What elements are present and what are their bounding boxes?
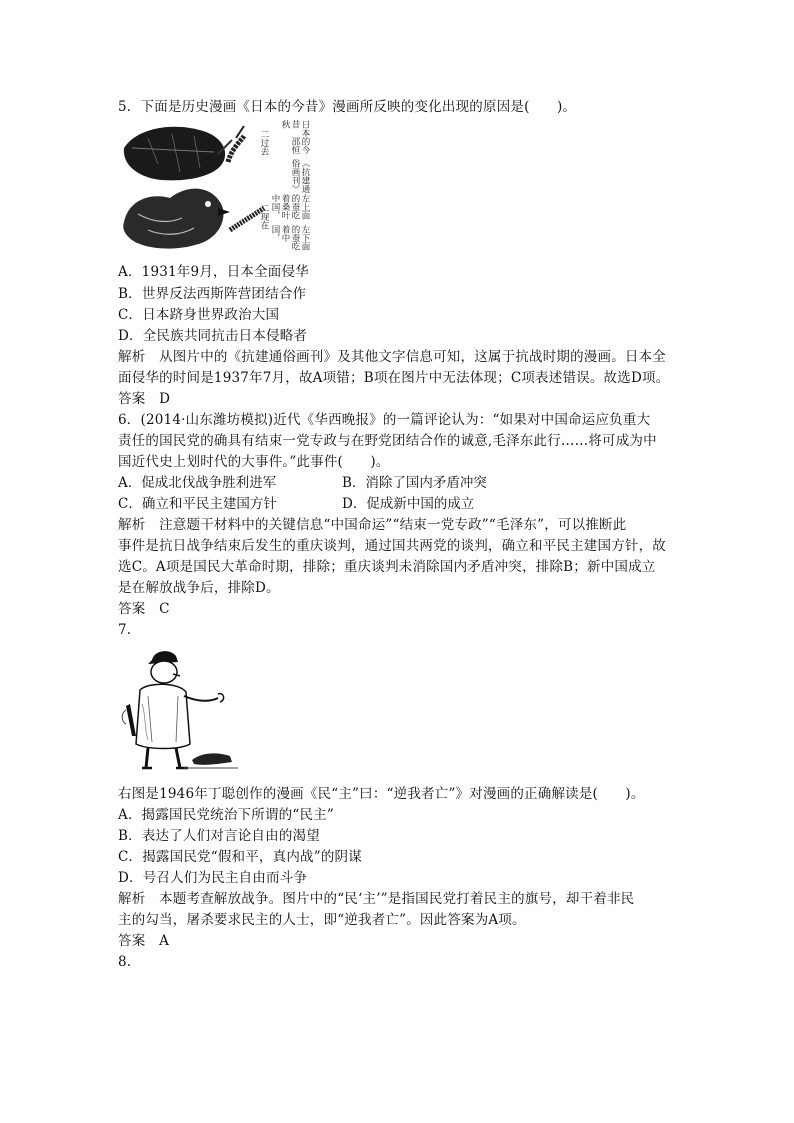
q6-stem-line-3: 国近代史上划时代的大事件。”此事件( )。 [118, 454, 390, 470]
q7-stem: 右图是1946年丁聪创作的漫画《民“主”曰：“逆我者亡”》对漫画的正确解读是( )。 [118, 786, 645, 802]
q6-stem-line-1: 6．(2014·山东潍坊模拟)近代《华西晚报》的一篇评论认为：“如果对中国命运应负重大 [118, 412, 651, 428]
q7-cartoon [118, 644, 244, 774]
q6-analysis-line-3: 选C。A项是国民大革命时期，排除；重庆谈判未消除国内矛盾冲突，排除B；新中国成立 [118, 559, 656, 575]
silkworm-figure [228, 126, 244, 162]
q8-number: 8. [118, 954, 132, 970]
q5-stem: 5．下面是历史漫画《日本的今昔》漫画所反映的变化出现的原因是( )。 [118, 99, 577, 115]
man-figure [136, 651, 224, 768]
gun-figure [122, 704, 136, 736]
q6-answer: 答案 C [118, 601, 170, 617]
q7-answer: 答案 A [118, 933, 170, 949]
q7-analysis-line-1: 解析 本题考查解放战争。图片中的“民‘主’”是指国民党打着民主的旗号，却干着非民 [118, 891, 635, 907]
q6-analysis-line-2: 事件是抗日战争结束后发生的重庆谈判，通过国共两党的谈判，确立和平民主建国方针，故 [118, 538, 666, 554]
q5-option-c: C．日本跻身世界政治大国 [118, 307, 280, 323]
q7-analysis-line-2: 主的勾当，屠杀要求民主的人士，即“逆我者亡”。因此答案为A项。 [118, 912, 526, 928]
q7-number: 7. [118, 622, 132, 638]
q5-analysis-line-1: 解析 从图片中的《抗建通俗画刊》及其他文字信息可知，这属于抗战时期的漫画。日本全 [118, 349, 666, 365]
q6-analysis-line-1: 解析 注意题干材料中的关键信息“中国命运”“结束一党专政”“毛泽东”，可以推断此 [118, 517, 627, 533]
q6-option-d: D．促成新中国的成立 [342, 496, 475, 512]
cartoon-source: 《抗建通俗画刊》 [290, 159, 310, 194]
q5-option-a: A．1931年9月，日本全面侵华 [118, 264, 309, 280]
q5-option-b: B．世界反法西斯阵营团结合作 [118, 286, 307, 302]
fallen-body-figure [184, 753, 238, 768]
q6-option-b: B．消除了国内矛盾冲突 [342, 475, 487, 491]
q6-option-c: C．确立和平民主建国方针 [118, 496, 277, 512]
mulberry-leaf-figure [124, 127, 232, 181]
q5-cartoon-past-label: 二过去 [259, 130, 269, 156]
q5-cartoon-present-label: 二现在 [259, 204, 269, 230]
q7-option-a: A．揭露国民党统治下所谓的“民主” [118, 807, 334, 823]
q5-option-d: D．全民族共同抗击日本侵略者 [118, 328, 308, 344]
q6-options-row-1 [118, 473, 487, 493]
q7-option-b: B．表达了人们对言论自由的渴望 [118, 828, 320, 844]
q6-options-row-2 [118, 494, 475, 514]
q6-analysis-line-4: 是在解放战争后，排除D。 [118, 580, 280, 596]
q6-stem-line-2: 责任的国民党的确具有结束一党专政与在野党团结合作的诚意,毛泽东此行……将可成为中 [118, 433, 657, 449]
cartoon-title: 日本的今昔 邵恒秋 [280, 120, 310, 154]
q7-option-c: C．揭露国民党“假和平，真内战”的阴谋 [118, 849, 362, 865]
cartoon-note-2: 左下面的蚕吃着中国， [270, 225, 310, 251]
q6-option-a: A．促成北伐战争胜利进军 [118, 475, 277, 491]
cartoon-note-1: 左上面的蚕吃着桑叶中国， [270, 194, 310, 220]
q5-analysis-line-2: 面侵华的时间是1937年7月，故A项错；B项在图片中无法体现；C项表述错误。故选D项。 [118, 370, 670, 386]
q5-answer: 答案 D [118, 391, 171, 407]
bird-figure [123, 189, 230, 249]
q7-option-d: D．号召人们为民主自由而斗争 [118, 870, 308, 886]
